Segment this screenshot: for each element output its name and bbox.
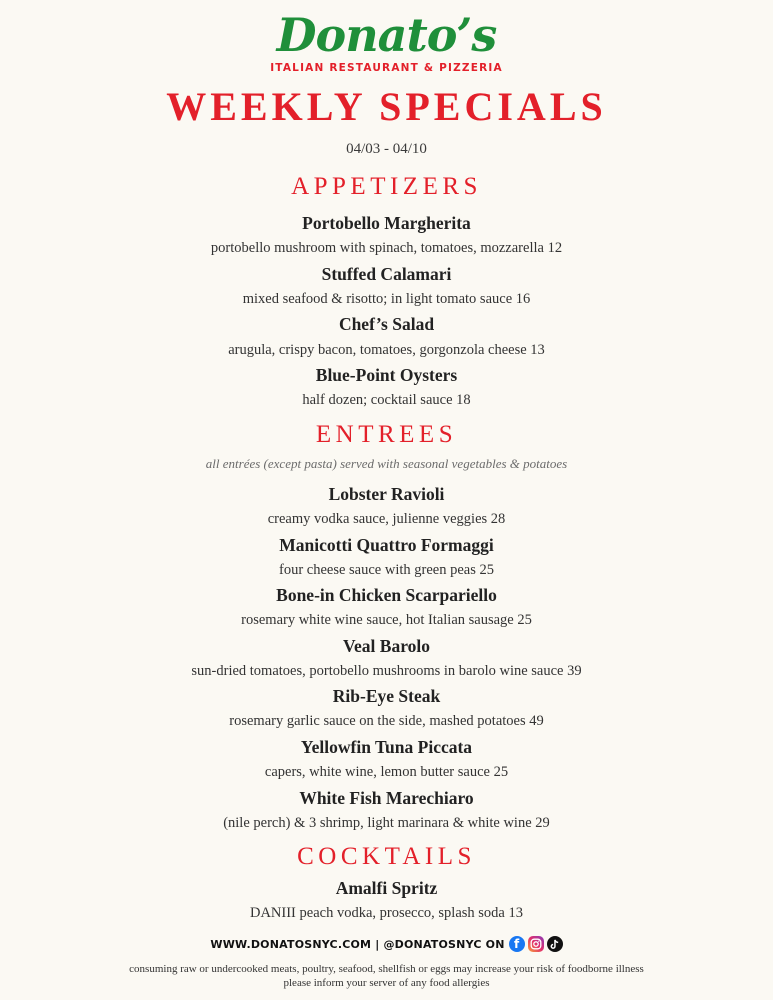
- item-description: arugula, crispy bacon, tomatoes, gorgonzola cheese 13: [228, 342, 545, 358]
- item-name: White Fish Marechiaro: [299, 788, 474, 808]
- item-name: Blue-Point Oysters: [315, 365, 458, 385]
- item-name: Chef’s Salad: [338, 314, 435, 334]
- item-name: Yellowfin Tuna Piccata: [300, 737, 473, 757]
- item-name: Amalfi Spritz: [335, 878, 438, 898]
- item-name: Portobello Margherita: [302, 213, 471, 233]
- section-heading-entrees: ENTREES: [315, 421, 458, 448]
- item-description: DANIII peach vodka, prosecco, splash soda 13: [249, 905, 523, 921]
- restaurant-logo: Donato’s: [276, 8, 497, 62]
- tiktok-icon[interactable]: [547, 936, 563, 952]
- item-description: rosemary white wine sauce, hot Italian sausage 25: [241, 612, 532, 628]
- facebook-icon[interactable]: f: [509, 936, 525, 952]
- allergy-disclaimer-line-2: please inform your server of any food allergies: [283, 977, 490, 989]
- instagram-icon[interactable]: [528, 936, 544, 952]
- item-description: creamy vodka sauce, julienne veggies 28: [267, 511, 506, 527]
- item-description: sun-dried tomatoes, portobello mushrooms in barolo wine sauce 39: [191, 663, 582, 679]
- item-name: Stuffed Calamari: [321, 264, 452, 284]
- page-title: WEEKLY SPECIALS: [166, 84, 607, 129]
- item-name: Bone-in Chicken Scarpariello: [276, 585, 497, 605]
- item-description: four cheese sauce with green peas 25: [279, 562, 494, 578]
- logo-subtitle: ITALIAN RESTAURANT & PIZZERIA: [270, 62, 503, 74]
- item-description: half dozen; cocktail sauce 18: [302, 392, 471, 408]
- date-range: 04/03 - 04/10: [346, 141, 427, 157]
- entrees-note: all entrées (except pasta) served with seasonal vegetables & potatoes: [205, 456, 568, 471]
- item-description: mixed seafood & risotto; in light tomato sauce 16: [242, 291, 531, 307]
- social-icons: [509, 936, 563, 952]
- allergy-disclaimer-line-1: consuming raw or undercooked meats, poultry, seafood, shellfish or eggs may increase your risk of foodborne illness: [129, 963, 644, 975]
- section-heading-cocktails: COCKTAILS: [297, 843, 476, 870]
- section-heading-appetizers: APPETIZERS: [291, 173, 482, 200]
- item-description: rosemary garlic sauce on the side, mashed potatoes 49: [229, 713, 544, 729]
- item-description: (nile perch) & 3 shrimp, light marinara & white wine 29: [223, 815, 550, 831]
- item-name: Lobster Ravioli: [328, 484, 445, 504]
- item-description: capers, white wine, lemon butter sauce 25: [264, 764, 509, 780]
- item-name: Veal Barolo: [342, 636, 431, 656]
- item-name: Rib-Eye Steak: [332, 686, 441, 706]
- social-links-row: [0, 934, 773, 954]
- item-name: Manicotti Quattro Formaggi: [279, 535, 494, 555]
- social-handle-text[interactable]: WWW.DONATOSNYC.COM | @DONATOSNYC ON: [210, 937, 505, 951]
- item-description: portobello mushroom with spinach, tomatoes, mozzarella 12: [210, 240, 563, 256]
